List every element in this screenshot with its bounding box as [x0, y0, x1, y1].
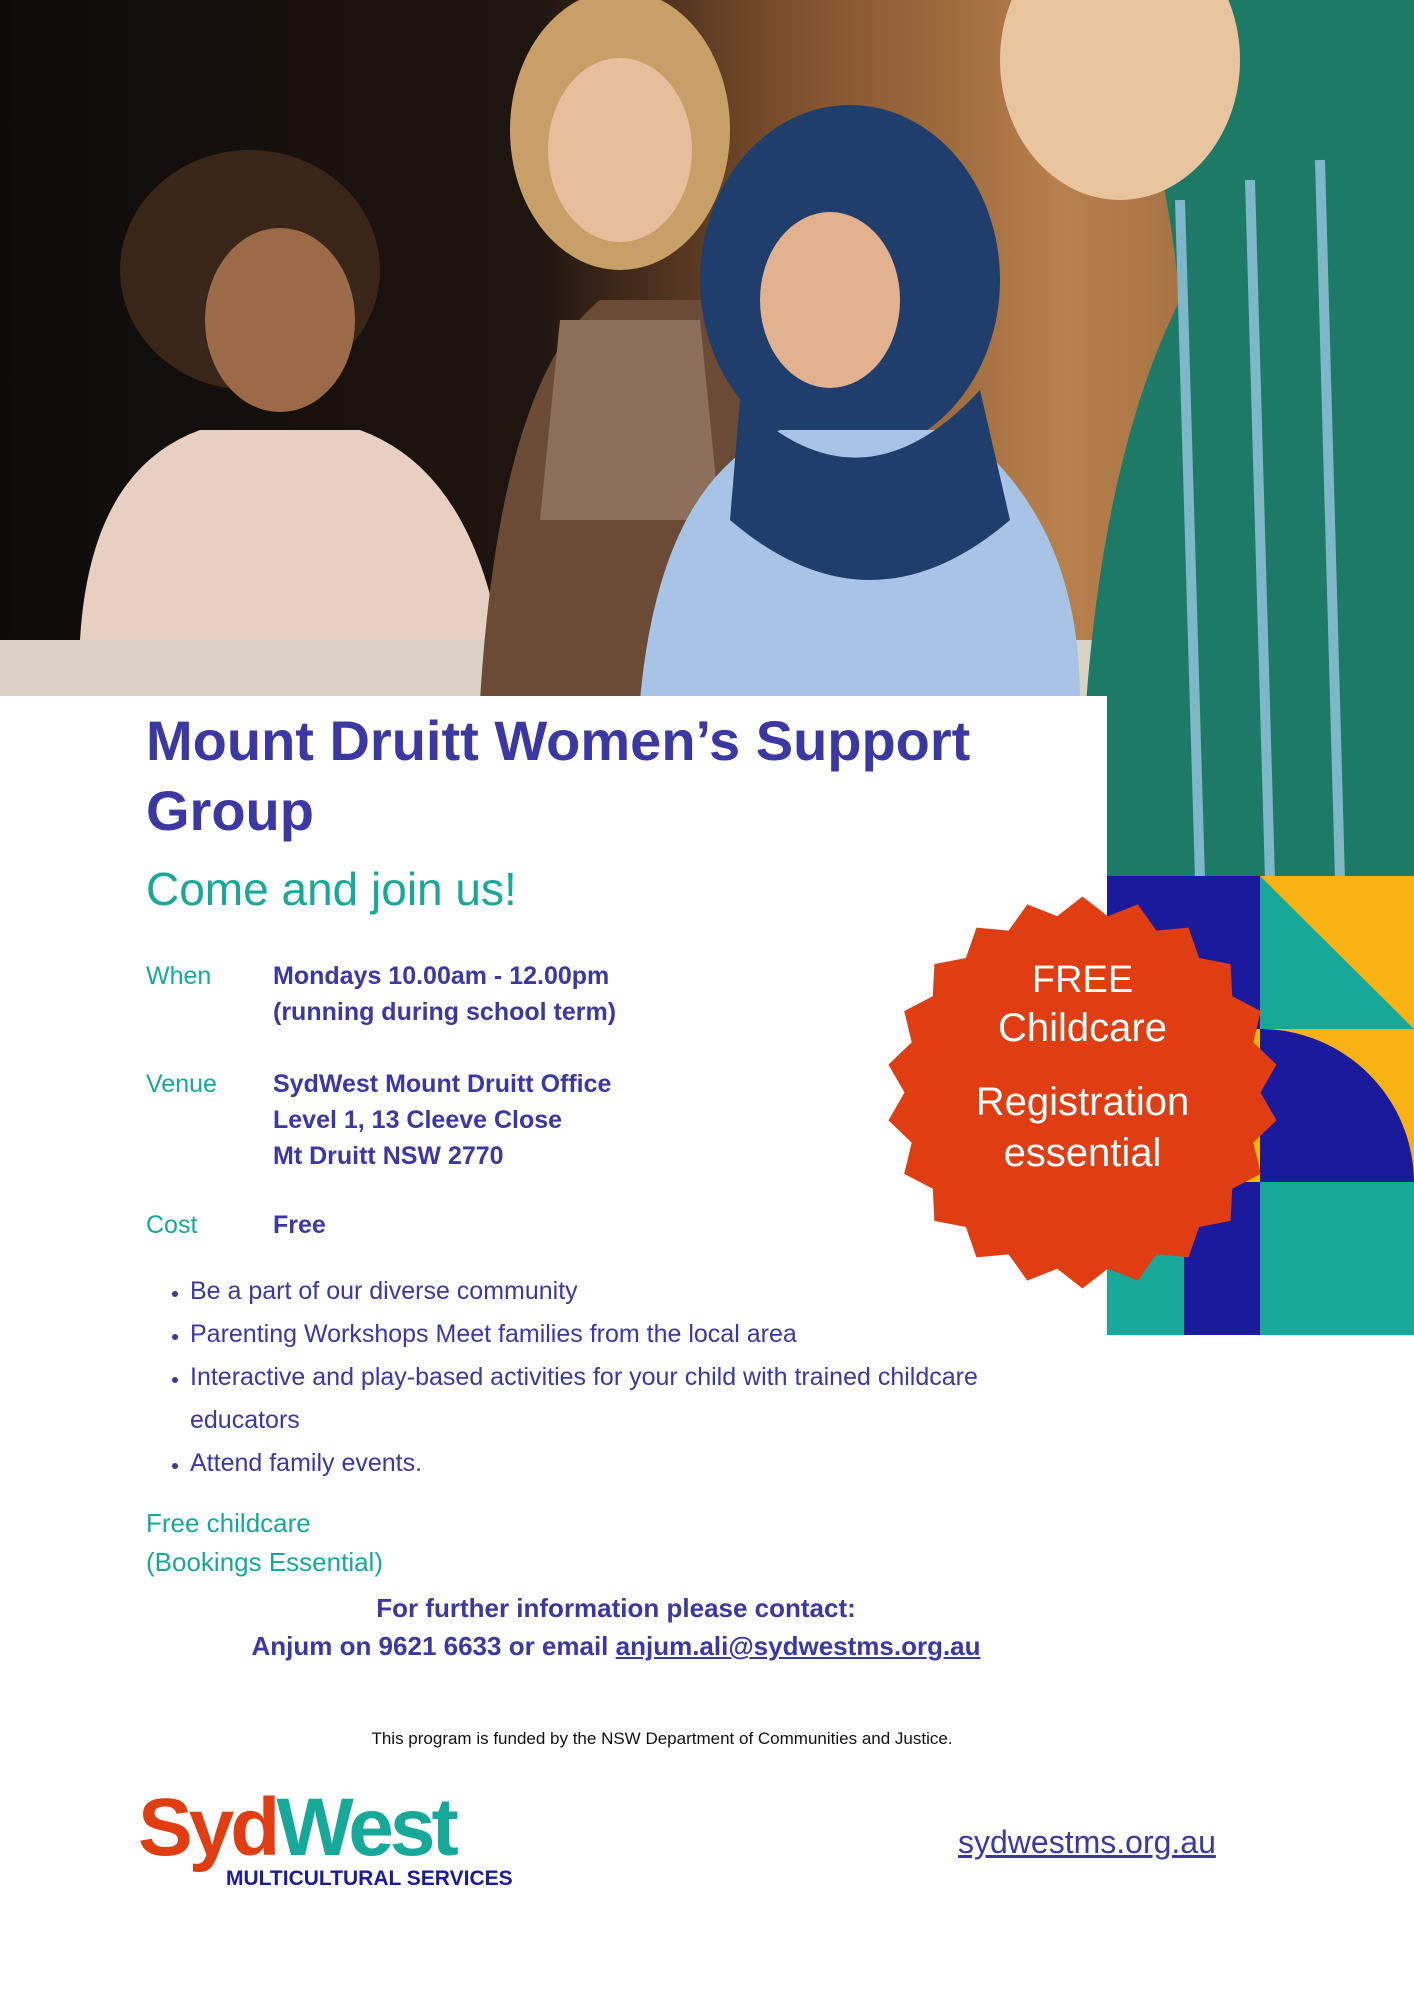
sydwest-logo: [138, 1783, 578, 1893]
contact-heading: For further information please contact:: [376, 1593, 856, 1623]
logo-tagline: MULTICULTURAL SERVICES: [226, 1867, 513, 1890]
svg-text:SydWest: [138, 1783, 459, 1873]
detail-value-line: (running during school term): [273, 998, 617, 1026]
badge-line-4: essential: [1003, 1131, 1162, 1175]
detail-value-line: SydWest Mount Druitt Office: [273, 1070, 612, 1098]
list-item: • Attend family events.: [190, 1442, 1090, 1485]
contact-info: [146, 1589, 1086, 1665]
list-item: • Be a part of our diverse community: [190, 1270, 1090, 1313]
logo-syd: Syd: [138, 1783, 277, 1873]
contact-line: [146, 1627, 1086, 1665]
email-link[interactable]: anjum.ali@sydwestms.org.au: [615, 1631, 981, 1661]
funding-text: This program is funded by the NSW Department of Communities and Justice.: [371, 1729, 953, 1748]
detail-value-line: Mt Druitt NSW 2770: [273, 1142, 504, 1170]
free-childcare-note: [146, 1504, 383, 1582]
detail-value-line: Level 1, 13 Cleeve Close: [273, 1106, 563, 1134]
list-item: • Parenting Workshops Meet families from the local area: [190, 1313, 1090, 1356]
logo-west: West: [276, 1783, 455, 1873]
benefits-list: [146, 1270, 1090, 1485]
free-childcare-line: Free childcare: [146, 1508, 311, 1538]
page-title: Mount Druitt Women’s Support Group: [146, 709, 971, 842]
subtitle: Come and join us!: [146, 863, 517, 915]
badge-line-2: Childcare: [998, 1006, 1167, 1050]
contact-prefix: Anjum on 9621 6633 or email: [251, 1631, 616, 1661]
badge-text: [885, 895, 1280, 1290]
list-item: • Interactive and play-based activities for your child with trained childcare educators: [190, 1356, 1010, 1442]
bookings-line: (Bookings Essential): [146, 1547, 383, 1577]
detail-label: Cost: [146, 1211, 198, 1239]
detail-value-line: Mondays 10.00am - 12.00pm: [273, 962, 610, 990]
detail-label: When: [146, 962, 212, 990]
badge-line-3: Registration: [975, 1080, 1190, 1124]
detail-label: Venue: [146, 1070, 217, 1098]
badge-line-1: FREE: [1031, 959, 1134, 1001]
website-link[interactable]: sydwestms.org.au: [958, 1824, 1216, 1860]
detail-value-line: Free: [273, 1211, 326, 1239]
funding-note: [0, 1727, 1414, 1751]
